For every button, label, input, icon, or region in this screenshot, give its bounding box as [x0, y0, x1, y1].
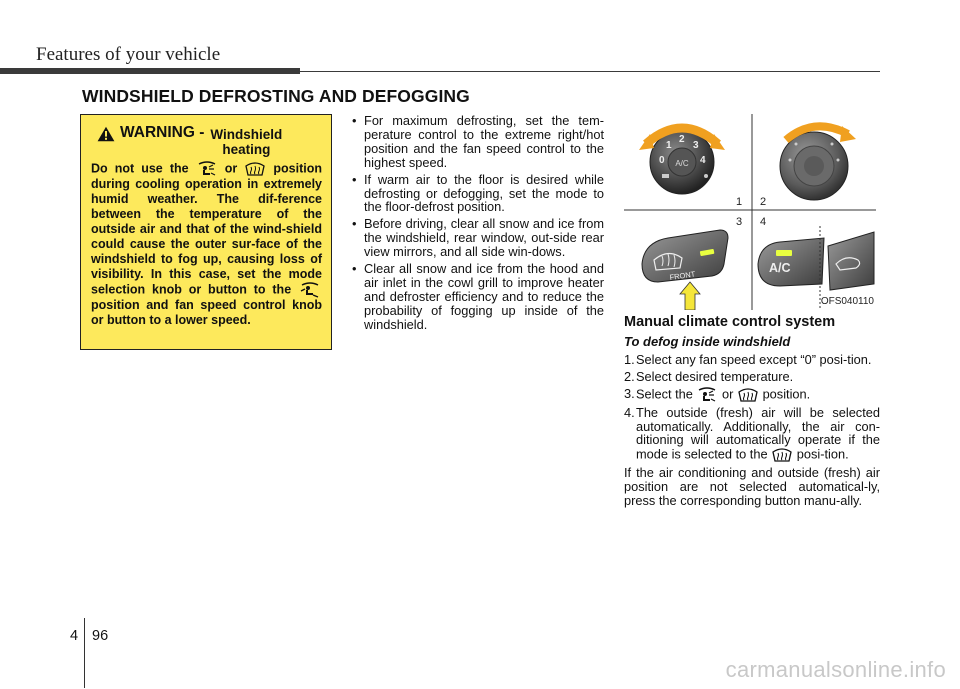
watermark: carmanualsonline.info	[725, 657, 946, 682]
knob-num-2: 2	[679, 134, 685, 145]
tip-item: • Before driving, clear all snow and ice from the windshield, rear window, out-side rear view mirrors, and all side win-dows.	[352, 217, 604, 259]
climate-control-figure	[624, 114, 876, 310]
figure-code: OFS040110	[820, 296, 874, 307]
warning-subtitle-line2: heating	[222, 142, 271, 157]
warning-text-2: or	[224, 161, 238, 176]
knob-num-4: 4	[700, 155, 706, 166]
temperature-knob	[780, 132, 848, 200]
step-text: posi-tion.	[796, 446, 849, 462]
step-number: 4.	[624, 404, 635, 420]
defrost-icon	[244, 161, 266, 177]
step-text: or	[722, 386, 734, 401]
manual-heading: Manual climate control system	[624, 314, 836, 330]
knob-ac-label: A/C	[675, 159, 689, 168]
warning-word: WARNING -	[120, 124, 205, 141]
front-button-label: FRONT	[669, 269, 696, 282]
warning-triangle-icon	[97, 126, 115, 142]
figure-label-3: 3	[736, 216, 743, 228]
tip-item: • Clear all snow and ice from the hood and air inlet in the cowl grill to improve heater and defroster efficiency and to reduce the probability of fogging up inside of the windshield.	[352, 262, 604, 332]
tip-item: • For maximum defrosting, set the tem-perature control to the extreme right/hot position and the fan speed control to the highest speed.	[352, 114, 604, 170]
knob-num-3: 3	[693, 140, 699, 151]
footer-divider	[84, 618, 85, 688]
tip-item: • If warm air to the floor is desired while defrosting or defogging, set the mode to the floor-defrost position.	[352, 173, 604, 215]
ac-button-label: A/C	[769, 261, 791, 275]
warning-subtitle	[210, 127, 282, 157]
warning-subtitle-line1: Windshield	[210, 127, 283, 142]
manual-note: If the air conditioning and outside (fresh) air position are not selected automatical-ly, press the corresponding button manu-ally.	[624, 465, 880, 509]
step-number: 1.	[624, 351, 635, 367]
manual-subheading: To defog inside windshield	[624, 333, 791, 349]
step-item	[624, 353, 880, 367]
fan-speed-knob	[650, 130, 714, 194]
warning-body	[91, 161, 322, 328]
manual-climate-section	[624, 316, 880, 508]
floor-defrost-icon	[298, 282, 322, 298]
step-item	[624, 387, 880, 403]
warning-text-1: Do not use the	[91, 161, 189, 176]
tips-column	[352, 114, 604, 335]
defrost-icon	[737, 387, 759, 403]
knob-num-1: 1	[666, 140, 672, 151]
floor-defrost-icon	[196, 161, 218, 177]
figure-label-2: 2	[760, 196, 767, 208]
warning-box	[80, 114, 332, 350]
step-text: position.	[762, 386, 811, 401]
header-bar	[0, 68, 300, 74]
step-text: The outside (fresh) air will be selected automatically. Additionally, the air con-ditioning will automatically operate if the mode is selected to the	[636, 404, 880, 462]
chapter-number: 4	[70, 628, 79, 644]
step-number: 3.	[624, 385, 635, 401]
defrost-icon	[771, 447, 793, 463]
warning-header	[97, 125, 322, 157]
page-number: 96	[92, 628, 109, 644]
section-title: WINDSHIELD DEFROSTING AND DEFOGGING	[82, 86, 470, 106]
tips-list	[352, 114, 604, 332]
step-text: Select the	[636, 386, 693, 401]
step-item	[624, 406, 880, 464]
figure-label-4: 4	[760, 216, 767, 228]
header-rule	[300, 71, 880, 72]
step-item	[624, 370, 880, 384]
defog-steps	[624, 353, 880, 464]
figure-illustration	[624, 114, 876, 310]
page-header-title: Features of your vehicle	[36, 44, 221, 65]
floor-defrost-icon	[696, 387, 718, 403]
knob-num-0: 0	[659, 155, 665, 166]
step-text: Select any fan speed except “0” posi-tion.	[636, 351, 872, 367]
step-text: Select desired temperature.	[636, 368, 794, 384]
warning-text-3: position during cooling operation in extremely humid weather. The dif-ference between the temperature of the outside air and that of the wind-shield could cause the outer sur-face of the windshield to fog up, causing loss of visibility. In this case, set the mode selection knob or button to the	[91, 161, 323, 297]
warning-text-4: position and fan speed control knob or button to a lower speed.	[91, 298, 322, 327]
step-number: 2.	[624, 368, 635, 384]
figure-label-1: 1	[736, 196, 743, 208]
